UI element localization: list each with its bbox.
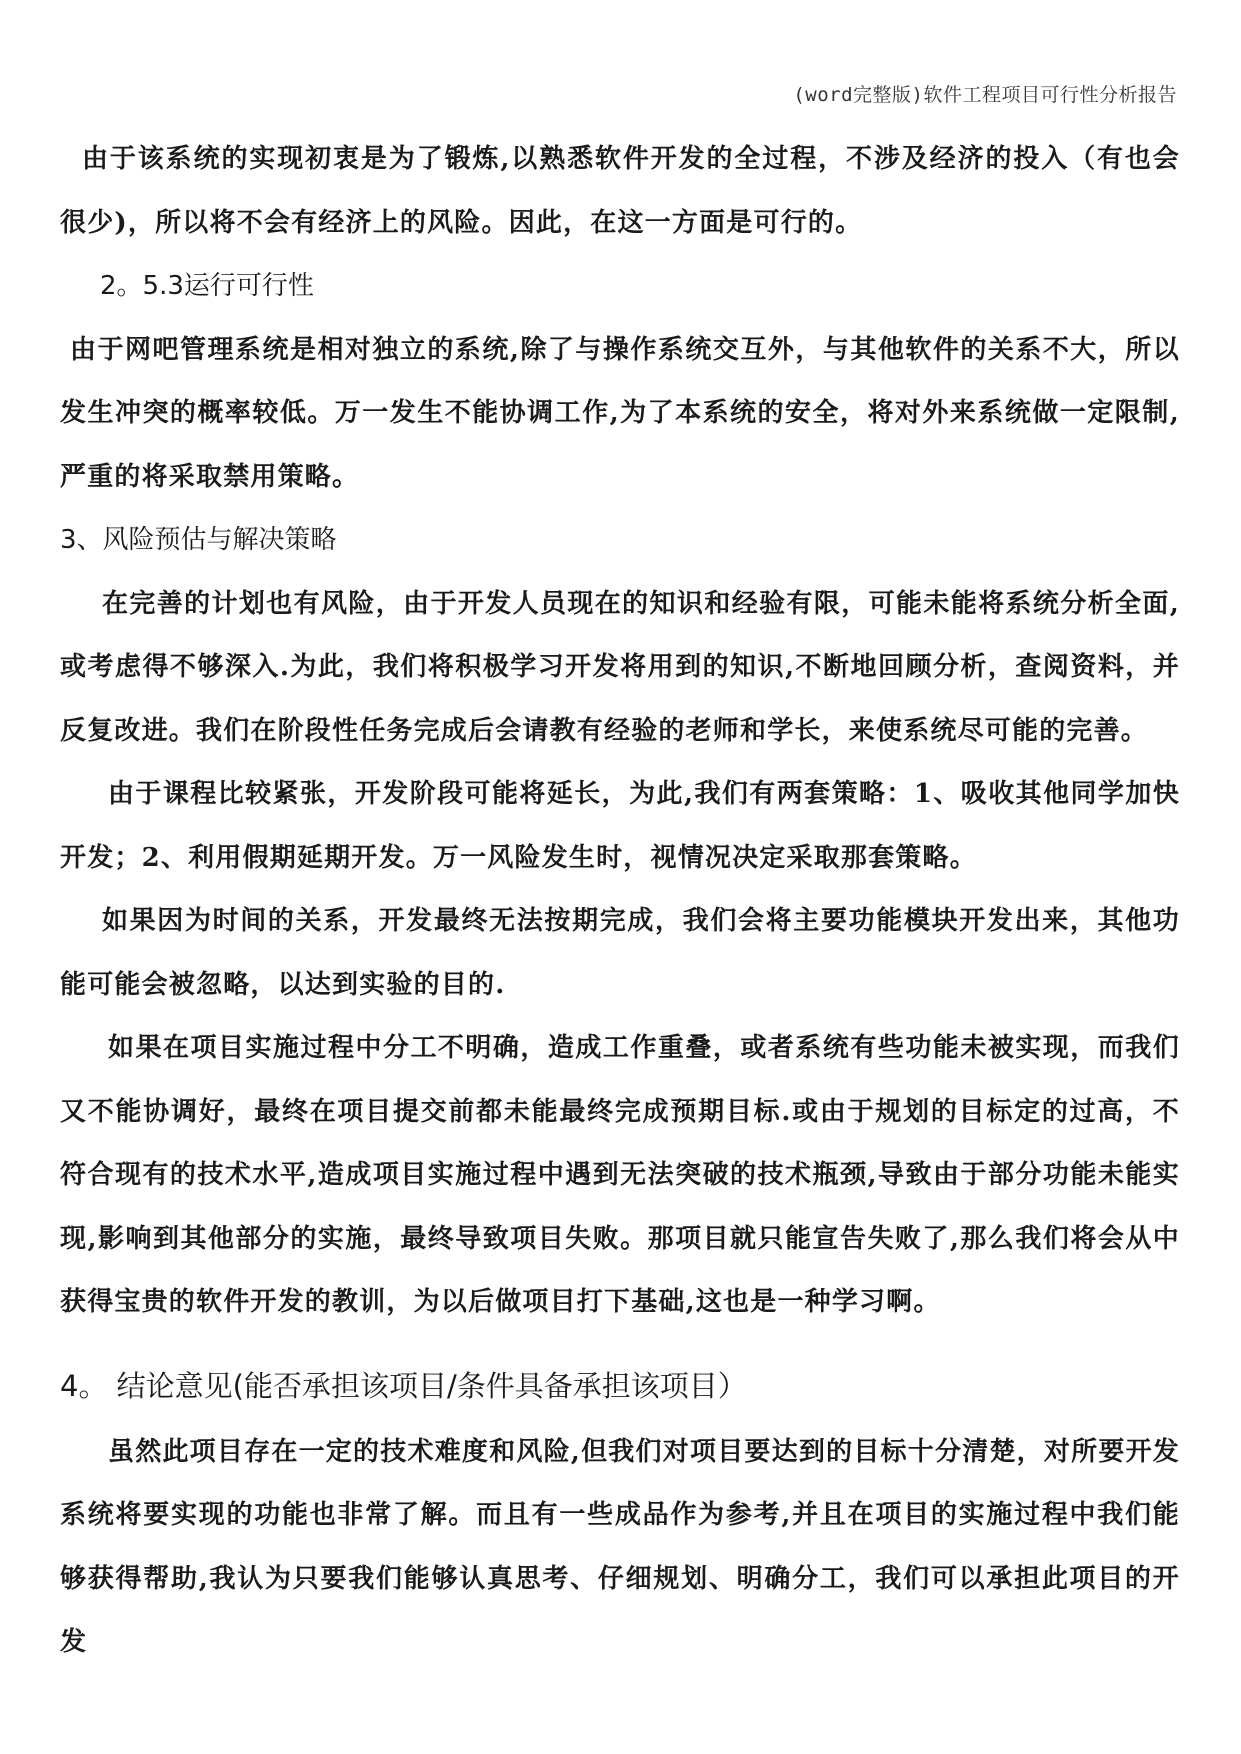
subheading-operational-feasibility: 2。5.3运行可行性: [100, 271, 314, 301]
paragraph-conclusion: 虽然此项目存在一定的技术难度和风险,但我们对项目要达到的目标十分清楚，对所要开发系统将要实现的功能也非常了解。而且有一些成品作为参考,并且在项目的实施过程中我们能够获得帮助,我认为只要我们能够认真思考、仔细规划、明确分工，我们可以承担此项目的开发: [60, 1436, 1180, 1657]
paragraph-economic-feasibility: 由于该系统的实现初衷是为了锻炼,以熟悉软件开发的全过程，不涉及经济的投入（有也会很少)，所以将不会有经济上的风险。因此，在这一方面是可行的。: [60, 144, 1180, 238]
document-body: [60, 128, 1180, 1675]
paragraph-risk-schedule: 由于课程比较紧张，开发阶段可能将延长，为此,我们有两套策略：1、吸收其他同学加快开发；2、利用假期延期开发。万一风险发生时，视情况决定采取那套策略。: [60, 779, 1180, 873]
paragraph-risk-knowledge: 在完善的计划也有风险，由于开发人员现在的知识和经验有限，可能未能将系统分析全面,或考虑得不够深入.为此，我们将积极学习开发将用到的知识,不断地回顾分析，查阅资料，并反复改进。我们在阶段性任务完成后会请教有经验的老师和学长，来使系统尽可能的完善。: [60, 588, 1180, 746]
paragraph-risk-division: 如果在项目实施过程中分工不明确，造成工作重叠，或者系统有些功能未被实现，而我们又不能协调好，最终在项目提交前都未能最终完成预期目标.或由于规划的目标定的过高，不符合现有的技术水平,造成项目实施过程中遇到无法突破的技术瓶颈,导致由于部分功能未能实现,影响到其他部分的实施，最终导致项目失败。那项目就只能宣告失败了,那么我们将会从中获得宝贵的软件开发的教训，为以后做项目打下基础,这也是一种学习啊。: [60, 1033, 1180, 1317]
section-heading-conclusion: 4。 结论意见(能否承担该项目/条件具备承担该项目）: [60, 1368, 747, 1403]
section-heading-risk: 3、风险预估与解决策略: [60, 525, 337, 555]
paragraph-risk-time: 如果因为时间的关系，开发最终无法按期完成，我们会将主要功能模块开发出来，其他功能可能会被忽略，以达到实验的目的.: [60, 906, 1180, 1000]
page-header: (word完整版)软件工程项目可行性分析报告: [793, 84, 1177, 106]
spacer: [60, 1335, 1180, 1343]
paragraph-operational-feasibility: 由于网吧管理系统是相对独立的系统,除了与操作系统交互外，与其他软件的关系不大，所以发生冲突的概率较低。万一发生不能协调工作,为了本系统的安全，将对外来系统做一定限制,严重的将采取禁用策略。: [60, 334, 1180, 492]
